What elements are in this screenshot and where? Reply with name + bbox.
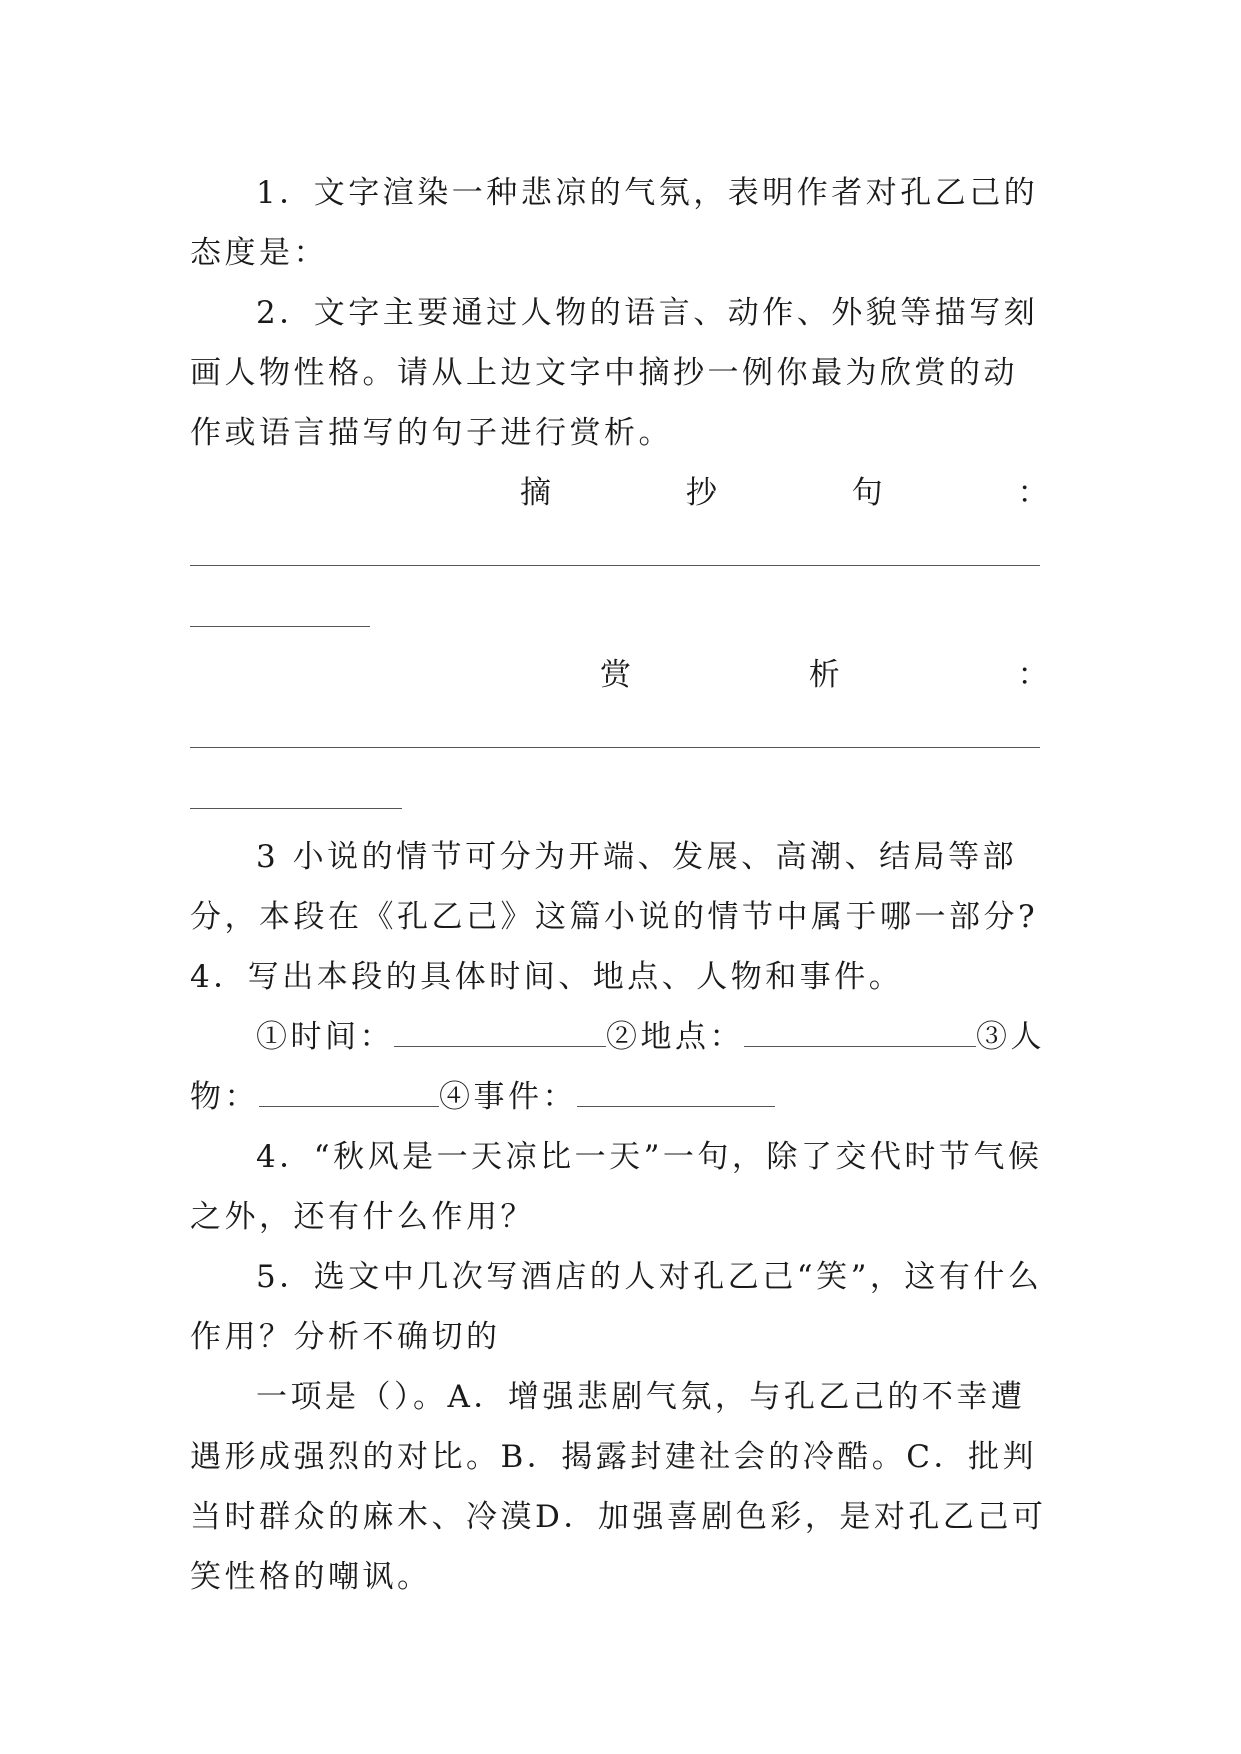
question-3: 3 小说的情节可分为开端、发展、高潮、结局等部分，本段在《孔乙己》这篇小说的情节中属于哪一部分?4．写出本段的具体时间、地点、人物和事件。: [190, 839, 1039, 995]
time-label: ①时间：: [256, 1019, 394, 1055]
worksheet-page: [190, 163, 1052, 1607]
time-blank[interactable]: [394, 1012, 606, 1047]
event-label: ④事件：: [439, 1079, 577, 1115]
excerpt-label-char: 摘: [520, 475, 555, 511]
event-blank[interactable]: [577, 1072, 775, 1107]
excerpt-answer-line-continued[interactable]: [190, 584, 370, 627]
excerpt-answer-line[interactable]: [190, 523, 1040, 566]
question-2: 2．文字主要通过人物的语言、动作、外貌等描写刻画人物性格。请从上边文字中摘抄一例你最为欣赏的动作或语言描写的句子进行赏析。: [190, 295, 1039, 451]
analysis-answer-line-continued[interactable]: [190, 766, 402, 809]
excerpt-label-char: ：: [1017, 475, 1052, 511]
person-blank[interactable]: [259, 1072, 439, 1107]
excerpt-label-row: [190, 463, 1052, 523]
analysis-label-char: 赏: [600, 657, 635, 693]
question-5: 5．选文中几次写酒店的人对孔乙己“笑”，这有什么作用？分析不确切的: [190, 1259, 1043, 1355]
place-blank[interactable]: [744, 1012, 976, 1047]
person-label-b: 物：: [190, 1079, 259, 1115]
analysis-label-row: [190, 645, 1052, 705]
analysis-label-char: ：: [1017, 657, 1052, 693]
place-label: ②地点：: [606, 1019, 744, 1055]
analysis-label-char: 析: [808, 657, 844, 693]
excerpt-label-char: 抄: [685, 475, 721, 511]
analysis-answer-line[interactable]: [190, 705, 1040, 748]
person-label-a: ③人: [976, 1019, 1045, 1055]
question-1: 1．文字渲染一种悲凉的气氛，表明作者对孔乙己的态度是：: [190, 175, 1039, 271]
question-4: 4．“秋风是一天凉比一天”一句，除了交代时节气候之外，还有什么作用？: [190, 1139, 1043, 1235]
fill-in-row: [190, 1007, 1052, 1127]
question-5-options: 一项是（）。A．增强悲剧气氛，与孔乙己的不幸遭遇形成强烈的对比。B．揭露封建社会的冷酷。C．批判当时群众的麻木、冷漠D．加强喜剧色彩，是对孔乙己可笑性格的嘲讽。: [190, 1379, 1047, 1595]
excerpt-label-char: 句: [851, 475, 887, 511]
